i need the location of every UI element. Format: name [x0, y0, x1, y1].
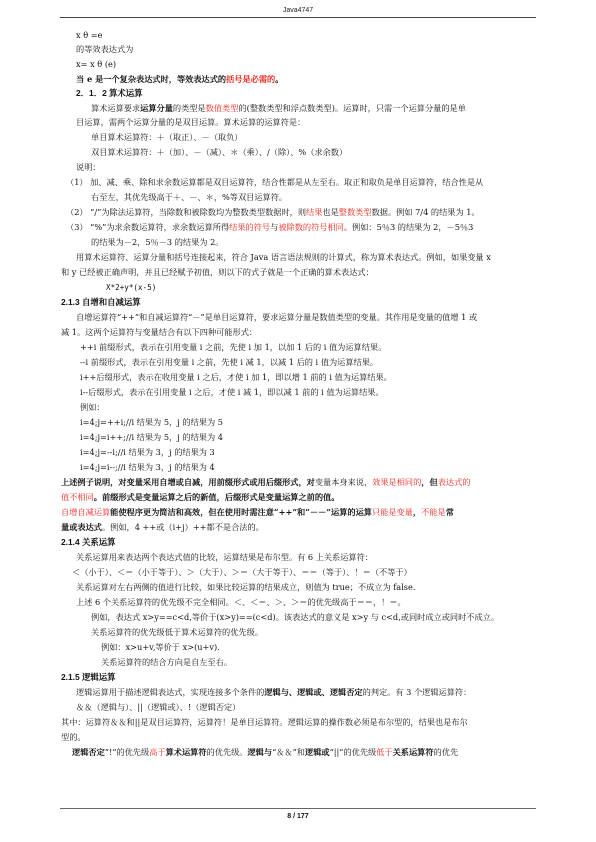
text-run: 上述 6 个关系运算符的优先级不完全相同。＜、＜＝、＞、＞＝的优先级高于＝＝，！＝。 [76, 597, 406, 607]
text-run: 。例如，4 ++或（i+j）++都不是合法的。 [101, 522, 264, 532]
text-line [80, 402, 105, 413]
text-line [61, 732, 86, 743]
text-run: 例如：x>u+v,等价于 x>(u+v). [101, 642, 220, 652]
text-run: 的(整数类型和浮点数类型)。运算时，只需一个运算分量的是单 [238, 103, 466, 113]
page-header: Java4747 [282, 7, 314, 14]
text-run: 的优先级。 [206, 747, 248, 757]
text-run: 。前缀形式是变量运算之后的新值，后缀形式是变量运算之前的值。 [93, 492, 340, 502]
text-line [106, 282, 156, 293]
text-run: 关系运算符 [392, 747, 434, 757]
text-line [61, 672, 115, 683]
text-line [80, 387, 384, 398]
text-run: 用算术运算符、运算分量和括号连接起来，符合 Java 语言语法规则的计算式，称为算术表达式。例如，如果变量 x [76, 252, 491, 262]
text-run: 型的。 [61, 732, 86, 742]
text-line [61, 267, 374, 278]
text-line [76, 117, 305, 128]
text-run: X*2+y*(x-5) [106, 283, 157, 292]
text-run: 和 y 已经被正确声明，并且已经赋予初值，则以下的式子就是一个正确的算术表达式： [61, 267, 374, 277]
footer-divider [60, 808, 536, 809]
text-line [76, 252, 491, 263]
text-run: 关系运算符的结合方向是自左至右。 [101, 657, 233, 667]
text-run: 关系运算对左右两侧的值进行比较，如果比较运算的结果成立，则值为 true；不成立为 false. [76, 582, 416, 592]
text-line [80, 372, 392, 383]
text-run: 能使程序更为简洁和高效，但在使用时需注意“++”和“－－”运算的运算 [110, 507, 372, 517]
text-line [76, 702, 240, 713]
text-run: 例如，表达式 x>y==c<d,等价于(x>y)==(c<d)。该表达式的意义是 x>y 与 c<d,或同时成立或同时不成立。 [91, 612, 500, 622]
text-line [66, 177, 483, 188]
text-run: 当 e 是一个复杂表达式时，等效表达式的 [76, 74, 227, 84]
text-line [91, 237, 223, 248]
text-line [61, 477, 470, 488]
text-line [91, 612, 499, 623]
text-run: 关系运算用来表达两个表达式值的比较，运算结果是布尔型。有 6 上关系运算符： [76, 552, 373, 562]
text-line [76, 687, 471, 698]
text-line [61, 537, 115, 548]
text-run: （3） “%”为求余数运算符，求余数运算所得 [66, 222, 230, 232]
header-divider [60, 17, 536, 18]
text-run: 整数类型 [338, 207, 372, 217]
text-run: 其中：运算符＆＆和||是双目运算符，运算符！是单目运算符。逻辑运算的操作数必须是布尔型的，结果也是布尔 [61, 717, 468, 727]
text-run: 结果的符号 [229, 222, 271, 232]
text-run: 自增自减运算 [61, 507, 111, 517]
text-run: “＆＆”和 [272, 747, 305, 757]
text-line [80, 462, 215, 473]
text-run: i=4;j=i--;//i 结果为 3，j 的结果为 4 [80, 462, 215, 472]
text-run: 也是 [322, 207, 339, 217]
text-line [76, 582, 415, 593]
text-run: 量或表达式 [61, 522, 102, 532]
text-line [91, 192, 287, 203]
text-run: 数据。例如 7/4 的结果为 1。 [371, 207, 480, 217]
text-run: 逻辑否定 [72, 747, 105, 757]
text-run: i++后缀形式，表示在收用变量 i 之后，才使 i 加 1，即以增 1 前的 i 值为运算结果。 [80, 372, 392, 382]
text-run: 双目算术运算符：＋（加）、－（减）、＊（乘）、/（除）、%（求余数） [91, 147, 348, 157]
text-run: 。例如：5％3 的结果为 2，－5％3 [343, 222, 474, 232]
text-run: ＆＆（逻辑与）、||（逻辑或）、!（逻辑否定） [76, 702, 241, 712]
text-run: 与 [270, 222, 279, 232]
text-run: 算术运算要求 [91, 103, 141, 113]
text-line [91, 132, 242, 143]
text-line [91, 147, 347, 158]
text-run: 只能是变量 [371, 507, 413, 517]
text-line [61, 522, 264, 533]
text-run: 的结果为－2，5％－3 的结果为 2。 [91, 237, 224, 247]
text-line [80, 417, 223, 428]
text-line [76, 59, 116, 70]
text-run: 低于 [376, 747, 393, 757]
text-run: 结果 [306, 207, 323, 217]
text-line [76, 597, 406, 608]
text-run: i--后缀形式，表示在引用变量 i 之后，才使 i 减 1，即以减 1 前的 i 值为运算结果。 [80, 387, 384, 397]
text-line [61, 327, 257, 338]
text-run: “||”的优先级 [329, 747, 377, 757]
text-line [76, 162, 101, 173]
text-line [91, 103, 466, 114]
text-run: 关系运算符的优先级低于算术运算符的优先级。 [91, 627, 263, 637]
text-run: 括号是必需的 [226, 74, 276, 84]
text-run: 减 1。这两个运算符与变量结合有以下四种可能形式： [61, 327, 258, 337]
page-number: 8 / 177 [287, 813, 309, 820]
text-line [76, 74, 283, 85]
text-line [61, 492, 339, 503]
text-run: 表达式的 [437, 477, 471, 487]
text-line [80, 447, 215, 458]
text-run: 高于 [149, 747, 166, 757]
text-run: 的判定。有 3 个逻辑运算符： [362, 687, 472, 697]
text-line [80, 342, 386, 353]
text-line [66, 222, 473, 233]
text-run: ， [412, 507, 422, 517]
text-run: 2.1.4 关系运算 [61, 537, 116, 547]
text-run: ＜（小于）、＜＝（小于等于）、＞（大于）、＞＝（大于等于）、＝＝（等于）、！＝（不等于） [72, 567, 412, 577]
text-line [61, 507, 454, 518]
text-line [76, 312, 477, 323]
text-line [61, 297, 141, 308]
text-run: ，但 [421, 477, 438, 487]
text-run: i=4;j=--i;//i 结果为 3，j 的结果为 3 [80, 447, 215, 457]
text-line [91, 627, 263, 638]
text-line [80, 432, 223, 443]
text-run: i=4;j=++i;//i 结果为 5，j 的结果为 5 [80, 417, 223, 427]
text-line [61, 717, 468, 728]
text-run: 效果是相同的 [372, 477, 422, 487]
text-run: 的等效表达式为 [76, 44, 134, 54]
text-line [101, 657, 232, 668]
text-line [76, 44, 133, 55]
text-run: x θ =e [76, 30, 103, 40]
text-run: （1） 加、减、乘、除和求余数运算都是双目运算符，结合性都是从左至右。取正和取负是单目运算符，结合性是从 [66, 177, 484, 187]
text-run: 不能是 [421, 507, 446, 517]
text-run: 2．1．2 算术运算 [76, 88, 143, 98]
text-run: 2.1.5 逻辑运算 [61, 672, 116, 682]
text-run: 说明： [76, 162, 101, 172]
text-run: 自增运算符“++”和自减运算符“－”是单目运算符，要求运算分量是数值类型的变量。其作用是变量的值增 1 或 [76, 312, 478, 322]
text-run: 。 [275, 74, 284, 84]
text-run: 逻辑与、逻辑或、逻辑否定 [264, 687, 363, 697]
text-run: 常 [445, 507, 454, 517]
text-run: 逻辑运算用于描述逻辑表达式，实现连接多个条件的 [76, 687, 265, 697]
text-line [72, 567, 412, 578]
text-run: 变量本身来说， [314, 477, 373, 487]
text-run: 数值类型 [205, 103, 239, 113]
text-run: 目运算，需两个运算分量的是双目运算。算术运算的运算符是： [76, 117, 306, 127]
text-run: x= x θ (e) [76, 59, 117, 69]
text-line [80, 357, 378, 368]
text-line [76, 30, 102, 41]
text-run: 逻辑或 [305, 747, 330, 757]
text-line [76, 88, 143, 99]
text-run: ++i 前缀形式，表示在引用变量 i 之前，先使 i 加 1，以加 1 后的 i 值为运算结果。 [80, 342, 387, 352]
text-run: “!”的优先级 [104, 747, 150, 757]
text-run: 逻辑与 [247, 747, 273, 757]
text-run: （2） “/”为除法运算符，当除数和被除数均为整数类型数据时，则 [66, 207, 307, 217]
text-run: 上述例子说明，对变量采用自增或自减，用前缀形式或用后缀形式，对 [61, 477, 315, 487]
text-run: 单目算术运算符：＋（取正）、－（取负） [91, 132, 243, 142]
text-run: i=4;j=i++;//i 结果为 5，j 的结果为 4 [80, 432, 223, 442]
text-run: 算术运算符 [165, 747, 207, 757]
text-run: 运算分量 [140, 103, 173, 113]
text-run: 的优先 [433, 747, 459, 757]
text-line [101, 642, 220, 653]
text-run: --i 前缀形式，表示在引用变量 i 之前，先使 i 减 1，以减 1 后的 i 值为运算结果。 [80, 357, 379, 367]
text-run: 的类型是 [172, 103, 206, 113]
text-run: 右至左，其优先级高于＋、－、＊，%等双目运算符。 [91, 192, 288, 202]
text-run: 值不相同 [61, 492, 94, 502]
text-line [76, 552, 373, 563]
text-run: 2.1.3 自增和自减运算 [61, 297, 141, 307]
text-run: 被除数的符号相同 [278, 222, 344, 232]
text-line [72, 747, 458, 758]
text-line [66, 207, 480, 218]
text-run: 例如： [80, 402, 105, 412]
